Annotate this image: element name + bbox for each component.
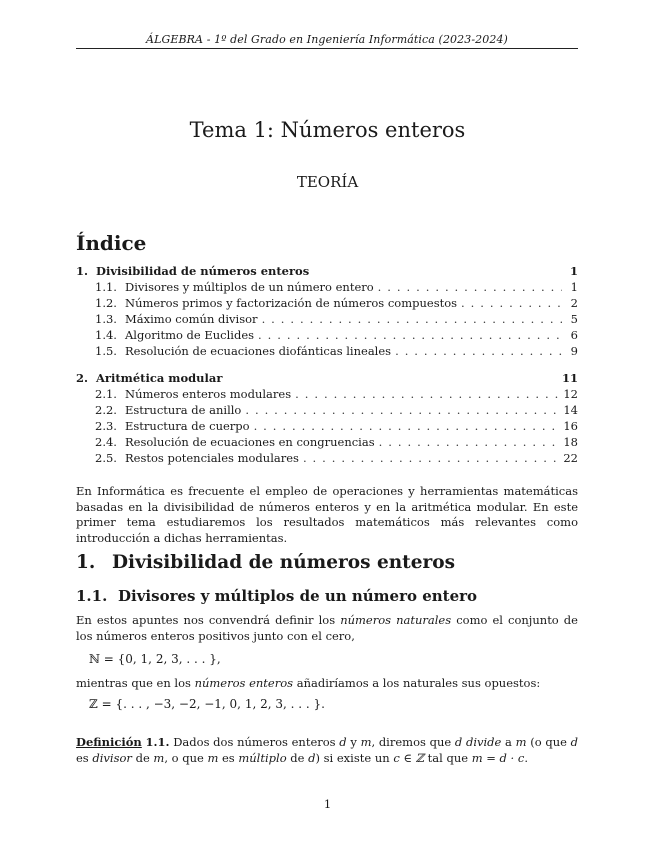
toc-leader	[303, 451, 559, 465]
text-run: tal que	[423, 750, 472, 765]
body-paragraph-1	[76, 613, 578, 644]
toc-page: 22	[563, 451, 578, 465]
toc-leader	[295, 387, 559, 401]
text-run: .	[524, 750, 528, 765]
toc-label: Divisores y múltiplos de un número entero	[125, 280, 374, 294]
math-expression: c ∈ ℤ	[393, 750, 424, 765]
text-run: mientras que en los	[76, 676, 195, 690]
toc-item-1-5[interactable]	[76, 344, 578, 360]
toc-page: 2	[570, 296, 578, 310]
math-var: m	[153, 750, 165, 765]
toc-section-1[interactable]	[76, 264, 578, 280]
math-var: d	[570, 735, 578, 749]
text-run: es	[218, 750, 239, 765]
toc-leader	[258, 328, 562, 342]
toc-leader	[262, 312, 562, 326]
subsection-title: Divisores y múltiplos de un número entero	[118, 587, 478, 605]
subsection-number: 1.1.	[76, 587, 108, 605]
toc-leader	[461, 296, 562, 310]
toc-page: 6	[570, 328, 578, 342]
subsection-heading	[76, 587, 477, 605]
toc-page: 12	[563, 387, 578, 401]
toc-item-1-3[interactable]	[76, 312, 578, 328]
toc-page: 16	[563, 419, 578, 433]
body-paragraph-2	[76, 676, 578, 692]
page-number: 1	[323, 797, 332, 811]
math-var: m	[515, 735, 527, 749]
toc-label: Números primos y factorización de números compuestos	[125, 296, 458, 310]
math-var: d	[339, 735, 347, 749]
toc-item-1-1[interactable]	[76, 280, 578, 296]
math-var: d	[308, 750, 316, 765]
formula: ℤ = {. . . , −3, −2, −1, 0, 1, 2, 3, . . . }.	[89, 697, 325, 711]
section-title: Divisibilidad de números enteros	[112, 552, 455, 573]
text-run: En estos apuntes nos convendrá definir los	[76, 613, 341, 627]
toc-number: 2.5.	[95, 451, 117, 465]
toc-item-2-3[interactable]	[76, 419, 578, 435]
text-run: ) si existe un	[315, 750, 394, 765]
formula: ℕ = {0, 1, 2, 3, . . . },	[89, 652, 221, 666]
toc-section-2[interactable]	[76, 371, 578, 387]
emphasis: divide	[465, 735, 502, 749]
toc-label: Divisibilidad de números enteros	[96, 264, 310, 278]
toc-number: 1.5.	[95, 344, 117, 358]
emphasis: múltiplo	[238, 750, 287, 765]
definition-number: 1.1.	[145, 735, 170, 749]
toc-page: 1	[569, 264, 578, 278]
math-naturals	[89, 652, 221, 666]
toc-leader	[395, 344, 562, 358]
toc-number: 2.2.	[95, 403, 117, 417]
emphasis: divisor	[92, 750, 132, 765]
toc-label: Estructura de anillo	[125, 403, 242, 417]
toc-number: 1.3.	[95, 312, 117, 326]
header-rule	[76, 48, 578, 49]
toc-item-2-4[interactable]	[76, 435, 578, 451]
toc-page: 14	[563, 403, 578, 417]
toc-label: Restos potenciales modulares	[125, 451, 299, 465]
math-expression: m = d · c	[471, 750, 525, 765]
math-integers	[89, 697, 325, 711]
toc-page: 5	[570, 312, 578, 326]
text-run: Dados dos números enteros	[169, 735, 340, 749]
emphasis: números naturales	[340, 613, 452, 627]
toc-item-2-1[interactable]	[76, 387, 578, 403]
toc-number: 1.4.	[95, 328, 117, 342]
toc-item-2-5[interactable]	[76, 451, 578, 467]
toc-leader	[379, 435, 560, 449]
math-var: d	[454, 735, 463, 749]
toc-label: Aritmética modular	[96, 371, 223, 385]
text-run: es	[76, 750, 93, 765]
toc-page: 11	[561, 371, 578, 385]
toc-item-1-2[interactable]	[76, 296, 578, 312]
toc-label: Números enteros modulares	[125, 387, 292, 401]
toc-page: 1	[570, 280, 578, 294]
text-run: (o que	[526, 735, 571, 749]
index-heading: Índice	[76, 231, 147, 255]
toc-number: 2.3.	[95, 419, 117, 433]
toc-leader	[245, 403, 559, 417]
toc-number: 2.1.	[95, 387, 117, 401]
toc-item-1-4[interactable]	[76, 328, 578, 344]
toc-leader	[378, 280, 562, 294]
toc-page: 9	[570, 344, 578, 358]
document-title: Tema 1: Números enteros	[189, 118, 466, 142]
text-run: añadiríamos a los naturales sus opuestos:	[293, 676, 541, 690]
toc-label: Algoritmo de Euclides	[125, 328, 255, 342]
math-var: m	[360, 735, 372, 749]
toc-number: 1.1.	[95, 280, 117, 294]
math-var: m	[207, 750, 219, 765]
toc-number: 2.4.	[95, 435, 117, 449]
toc-label: Resolución de ecuaciones diofánticas lineales	[125, 344, 392, 358]
toc-item-2-2[interactable]	[76, 403, 578, 419]
emphasis: números enteros	[194, 676, 294, 690]
toc-label: Estructura de cuerpo	[125, 419, 250, 433]
document-subtitle: TEORÍA	[296, 173, 359, 191]
text-run: , diremos que	[371, 735, 455, 749]
intro-paragraph: En Informática es frecuente el empleo de operaciones y herramientas matemáticas basadas en la divisibilidad de números enteros y en la aritmética modular. En este primer tema estudiaremos los resultados matemáticos más relevantes como introducción a dichas herramientas.	[76, 484, 578, 545]
section-heading	[76, 552, 455, 573]
section-number: 1.	[76, 552, 96, 573]
text-run: como el conjunto de los números enteros positivos junto con el cero,	[76, 613, 578, 643]
toc-page: 18	[563, 435, 578, 449]
toc-number: 1.2.	[95, 296, 117, 310]
toc-number: 1.	[76, 264, 89, 278]
definition-label: Definición	[76, 735, 142, 749]
text-run: y	[346, 735, 361, 749]
running-header: ÁLGEBRA - 1º del Grado en Ingeniería Informática (2023-2024)	[146, 33, 508, 46]
toc-label: Máximo común divisor	[125, 312, 258, 326]
text-run: de	[286, 750, 309, 765]
toc-leader	[254, 419, 560, 433]
definition-block	[76, 735, 578, 766]
text-run: de	[131, 750, 154, 765]
text-run: , o que	[164, 750, 208, 765]
text-run: a	[501, 735, 516, 749]
toc-number: 2.	[76, 371, 89, 385]
toc-label: Resolución de ecuaciones en congruencias	[125, 435, 375, 449]
